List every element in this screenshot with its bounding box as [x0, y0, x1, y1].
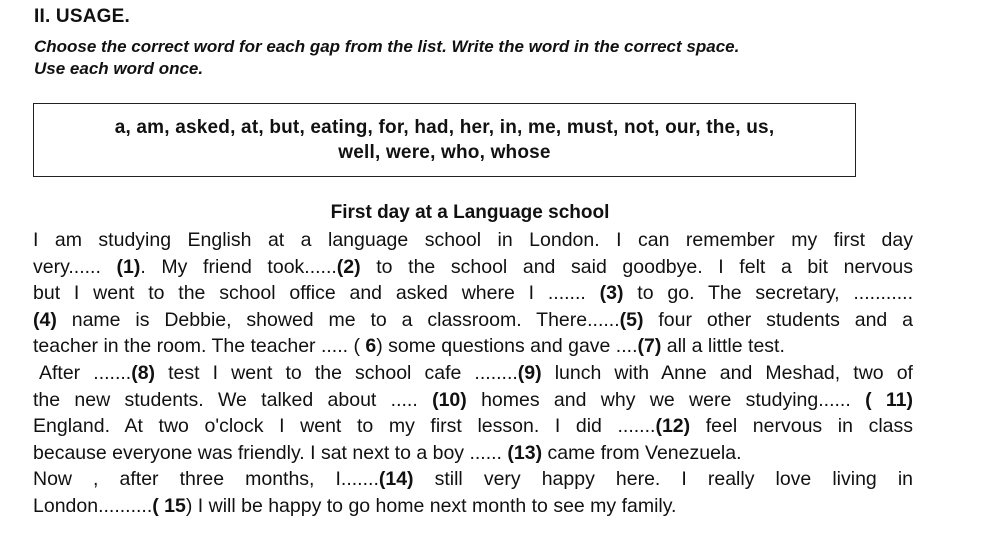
- story-text-segment: the new students. We talked about .....: [33, 388, 433, 411]
- story-text-segment: name is Debbie, showed me to a classroom. There......: [56, 308, 620, 331]
- instruction-line: Choose the correct word for each gap from the list. Write the word in the correct space.: [34, 37, 740, 56]
- story-line: [33, 227, 913, 254]
- story-text-segment: . My friend took......: [140, 255, 337, 278]
- word-list-line: well, were, who, whose: [338, 142, 551, 163]
- story-text-segment: England. At two o'clock I went to my first lesson. I did .......: [33, 415, 656, 438]
- gap-number: ( 11): [865, 388, 913, 411]
- story-text-segment: homes and why we were studying......: [466, 388, 866, 411]
- story-line: [33, 280, 913, 307]
- story-line: [33, 387, 913, 414]
- instruction-line: Use each word once.: [34, 59, 204, 78]
- gap-number: ( 15: [152, 494, 186, 517]
- story-line: [33, 413, 913, 440]
- story-text-segment: four other students and a: [643, 308, 913, 331]
- story-text-segment: ) I will be happy to go home next month to see my family.: [185, 494, 677, 517]
- story-text-segment: feel nervous in class: [690, 415, 914, 438]
- story-text-segment: but I went to the school office and asked where I .......: [33, 282, 600, 305]
- gap-number: (9): [517, 361, 542, 384]
- story-text-segment: all a little test.: [661, 335, 785, 358]
- gap-number: (13): [507, 441, 543, 464]
- story-text-segment: After .......: [39, 361, 132, 384]
- gap-number: (4): [33, 308, 57, 331]
- story-text-segment: ) some questions and gave ....: [376, 335, 638, 358]
- story-text-segment: to the school and said goodbye. I felt a bit nervous: [360, 255, 913, 278]
- word-list-line: a, am, asked, at, but, eating, for, had, her, in, me, must, not, our, the, us,: [114, 117, 775, 138]
- word-list-box: [33, 103, 856, 177]
- story-line: [33, 333, 913, 360]
- story-text-segment: test I went to the school cafe ........: [155, 361, 518, 384]
- gap-number: (5): [619, 308, 644, 331]
- story-title: First day at a Language school: [330, 202, 610, 223]
- gap-number: 6: [365, 335, 377, 358]
- gap-number: (3): [599, 282, 624, 305]
- gap-number: (2): [336, 255, 361, 278]
- section-heading: II. USAGE.: [34, 6, 130, 27]
- gap-number: (12): [655, 415, 691, 438]
- story-line: [33, 493, 913, 520]
- story-text: [33, 227, 913, 520]
- story-text-segment: still very happy here. I really love living in: [413, 468, 913, 491]
- story-text-segment: I am studying English at a language school in London. I can remember my first day: [33, 229, 913, 251]
- story-text-segment: teacher in the room. The teacher ..... (: [33, 335, 366, 358]
- gap-number: (1): [116, 255, 141, 278]
- story-text-segment: because everyone was friendly. I sat next to a boy ......: [33, 441, 508, 464]
- story-text-segment: came from Venezuela.: [542, 441, 742, 464]
- story-text-segment: London..........: [33, 494, 153, 517]
- gap-number: (14): [378, 468, 414, 491]
- story-line: [33, 254, 913, 281]
- story-text-segment: Now , after three months, I.......: [33, 468, 379, 491]
- story-text-segment: to go. The secretary, ...........: [623, 282, 913, 305]
- gap-number: (7): [637, 335, 662, 358]
- story-text-segment: lunch with Anne and Meshad, two of: [541, 361, 913, 384]
- gap-number: (10): [432, 388, 467, 411]
- story-text-segment: very......: [33, 255, 117, 278]
- story-line: [33, 466, 913, 493]
- story-line: [33, 360, 913, 387]
- story-line: [33, 440, 913, 467]
- gap-number: (8): [131, 361, 156, 384]
- story-line: [33, 307, 913, 334]
- instructions: [34, 36, 934, 80]
